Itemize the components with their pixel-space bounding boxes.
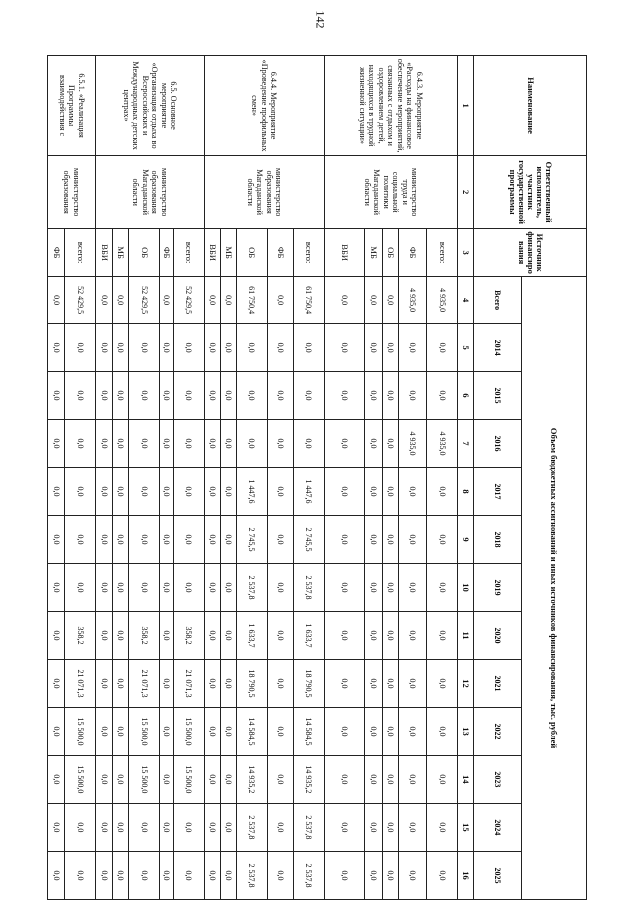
year-amount-cell: 0,0 xyxy=(365,755,382,803)
year-amount-cell: 0,0 xyxy=(129,564,160,612)
year-amount-cell: 0,0 xyxy=(220,420,236,468)
year-amount-cell: 0,0 xyxy=(427,516,458,564)
year-amount-cell: 1 447,6 xyxy=(237,468,268,516)
year-amount-cell: 0,0 xyxy=(267,659,293,707)
year-amount-cell: 0,0 xyxy=(267,516,293,564)
year-amount-cell: 0,0 xyxy=(427,324,458,372)
total-amount-cell: 52 429,5 xyxy=(129,277,160,324)
year-amount-cell: 0,0 xyxy=(267,324,293,372)
year-amount-cell: 358,2 xyxy=(65,611,96,659)
header-year: 2019 xyxy=(474,564,522,612)
year-amount-cell: 0,0 xyxy=(95,707,112,755)
year-amount-cell: 0,0 xyxy=(95,468,112,516)
header-row-1 xyxy=(521,56,586,900)
funding-source: ФБ xyxy=(159,229,173,277)
year-amount-cell: 0,0 xyxy=(267,755,293,803)
column-number: 14 xyxy=(457,755,473,803)
year-amount-cell: 0,0 xyxy=(398,372,426,420)
year-amount-cell: 21 071,3 xyxy=(65,659,96,707)
header-year: 2024 xyxy=(474,803,522,851)
funding-source: ФБ xyxy=(267,229,293,277)
year-amount-cell: 0,0 xyxy=(382,755,398,803)
year-amount-cell: 0,0 xyxy=(220,324,236,372)
year-amount-cell: 0,0 xyxy=(204,803,220,851)
year-amount-cell: 0,0 xyxy=(398,659,426,707)
year-amount-cell: 0,0 xyxy=(65,372,96,420)
year-amount-cell: 0,0 xyxy=(48,372,65,420)
year-amount-cell: 0,0 xyxy=(48,468,65,516)
year-amount-cell: 0,0 xyxy=(113,659,129,707)
year-amount-cell: 0,0 xyxy=(204,851,220,899)
funding-source: ВБИ xyxy=(324,229,365,277)
year-amount-cell: 0,0 xyxy=(159,755,173,803)
header-year: 2015 xyxy=(474,372,522,420)
year-amount-cell: 1 633,7 xyxy=(294,611,325,659)
year-amount-cell: 0,0 xyxy=(129,851,160,899)
header-funding-group: Объем бюджетных ассигнований и иных источников финансирования, тыс. рублей xyxy=(521,277,586,900)
funding-source: всего: xyxy=(427,229,458,277)
year-amount-cell: 0,0 xyxy=(204,564,220,612)
column-number: 2 xyxy=(457,156,473,229)
year-amount-cell: 0,0 xyxy=(427,564,458,612)
year-amount-cell: 0,0 xyxy=(48,324,65,372)
year-amount-cell: 0,0 xyxy=(324,564,365,612)
header-year: 2021 xyxy=(474,659,522,707)
year-amount-cell: 0,0 xyxy=(159,516,173,564)
funding-table xyxy=(47,55,587,900)
year-amount-cell: 0,0 xyxy=(365,803,382,851)
total-amount-cell: 52 429,5 xyxy=(65,277,96,324)
year-amount-cell: 0,0 xyxy=(95,516,112,564)
year-amount-cell: 0,0 xyxy=(174,851,205,899)
year-amount-cell: 0,0 xyxy=(365,468,382,516)
year-amount-cell: 15 500,0 xyxy=(129,707,160,755)
year-amount-cell: 15 500,0 xyxy=(65,755,96,803)
year-amount-cell: 0,0 xyxy=(324,707,365,755)
year-amount-cell: 0,0 xyxy=(398,707,426,755)
year-amount-cell: 0,0 xyxy=(267,468,293,516)
year-amount-cell: 0,0 xyxy=(427,803,458,851)
year-amount-cell: 0,0 xyxy=(294,324,325,372)
year-amount-cell: 0,0 xyxy=(267,851,293,899)
funding-source: ОБ xyxy=(382,229,398,277)
year-amount-cell: 0,0 xyxy=(398,468,426,516)
year-amount-cell: 0,0 xyxy=(324,468,365,516)
year-amount-cell: 0,0 xyxy=(204,324,220,372)
year-amount-cell: 14 584,5 xyxy=(237,707,268,755)
column-number: 15 xyxy=(457,803,473,851)
year-amount-cell: 0,0 xyxy=(324,324,365,372)
header-year: 2014 xyxy=(474,324,522,372)
year-amount-cell: 0,0 xyxy=(204,611,220,659)
year-amount-cell: 2 537,8 xyxy=(237,564,268,612)
year-amount-cell: 0,0 xyxy=(427,659,458,707)
year-amount-cell: 0,0 xyxy=(95,851,112,899)
year-amount-cell: 0,0 xyxy=(174,516,205,564)
year-amount-cell: 0,0 xyxy=(113,755,129,803)
year-amount-cell: 0,0 xyxy=(237,372,268,420)
year-amount-cell: 0,0 xyxy=(398,564,426,612)
year-amount-cell: 0,0 xyxy=(129,372,160,420)
year-amount-cell: 358,2 xyxy=(129,611,160,659)
page-number: 142 xyxy=(313,10,328,29)
year-amount-cell: 0,0 xyxy=(382,516,398,564)
year-amount-cell: 0,0 xyxy=(365,611,382,659)
header-name: Наименование xyxy=(474,56,587,156)
year-amount-cell: 0,0 xyxy=(129,420,160,468)
activity-name: 6.4.3. Мероприятие «Расходы на финансовое обеспечение мероприятий, связанных с отдыхом и оздоровлением детей, находящихся в трудной жизненной ситуации» xyxy=(324,56,457,156)
header-year: 2023 xyxy=(474,755,522,803)
header-year: 2018 xyxy=(474,516,522,564)
year-amount-cell: 0,0 xyxy=(365,372,382,420)
responsible-executor: министерство образования xyxy=(48,156,96,229)
year-amount-cell: 0,0 xyxy=(324,755,365,803)
funding-source: ВБИ xyxy=(95,229,112,277)
year-amount-cell: 0,0 xyxy=(382,707,398,755)
year-amount-cell: 0,0 xyxy=(294,372,325,420)
year-amount-cell: 0,0 xyxy=(324,420,365,468)
year-amount-cell: 15 500,0 xyxy=(174,707,205,755)
year-amount-cell: 0,0 xyxy=(159,851,173,899)
year-amount-cell: 0,0 xyxy=(267,803,293,851)
year-amount-cell: 0,0 xyxy=(324,851,365,899)
funding-source: всего: xyxy=(294,229,325,277)
total-amount-cell: 0,0 xyxy=(95,277,112,324)
year-amount-cell: 0,0 xyxy=(427,707,458,755)
year-amount-cell: 0,0 xyxy=(65,516,96,564)
year-amount-cell: 0,0 xyxy=(267,564,293,612)
year-amount-cell: 0,0 xyxy=(324,516,365,564)
year-amount-cell: 0,0 xyxy=(398,851,426,899)
year-amount-cell: 1 447,6 xyxy=(294,468,325,516)
funding-source: МБ xyxy=(365,229,382,277)
year-amount-cell: 2 745,5 xyxy=(294,516,325,564)
year-amount-cell: 15 500,0 xyxy=(129,755,160,803)
year-amount-cell: 0,0 xyxy=(95,611,112,659)
header-executor: Ответственный исполнитель, участник государственной программы xyxy=(474,156,587,229)
year-amount-cell: 0,0 xyxy=(398,611,426,659)
column-number: 13 xyxy=(457,707,473,755)
year-amount-cell: 0,0 xyxy=(398,516,426,564)
year-amount-cell: 0,0 xyxy=(220,659,236,707)
year-amount-cell: 0,0 xyxy=(427,851,458,899)
year-amount-cell: 0,0 xyxy=(204,755,220,803)
year-amount-cell: 0,0 xyxy=(365,659,382,707)
header-year: 2017 xyxy=(474,468,522,516)
year-amount-cell: 0,0 xyxy=(237,420,268,468)
year-amount-cell: 0,0 xyxy=(129,324,160,372)
year-amount-cell: 0,0 xyxy=(220,611,236,659)
year-amount-cell: 0,0 xyxy=(113,372,129,420)
funding-source: ФБ xyxy=(48,229,65,277)
header-source: Источник финансирования xyxy=(474,229,587,277)
year-amount-cell: 0,0 xyxy=(382,564,398,612)
total-amount-cell: 0,0 xyxy=(267,277,293,324)
funding-source: МБ xyxy=(113,229,129,277)
total-amount-cell: 52 429,5 xyxy=(174,277,205,324)
year-amount-cell: 0,0 xyxy=(220,468,236,516)
year-amount-cell: 4 935,0 xyxy=(427,420,458,468)
year-amount-cell: 0,0 xyxy=(65,851,96,899)
year-amount-cell: 0,0 xyxy=(159,468,173,516)
total-amount-cell: 4 935,0 xyxy=(398,277,426,324)
year-amount-cell: 0,0 xyxy=(382,468,398,516)
year-amount-cell: 21 071,3 xyxy=(174,659,205,707)
activity-name: 6.5. Основное мероприятие «Организация отдыха во Всероссийских и Международных детских центрах» xyxy=(95,56,204,156)
responsible-executor: министерство образования Магаданской области xyxy=(95,156,204,229)
column-numbers-row xyxy=(457,56,473,900)
header-year: 2020 xyxy=(474,611,522,659)
year-amount-cell: 0,0 xyxy=(48,851,65,899)
year-amount-cell: 0,0 xyxy=(398,755,426,803)
total-amount-cell: 0,0 xyxy=(365,277,382,324)
year-amount-cell: 0,0 xyxy=(204,372,220,420)
responsible-executor: министерство труда и социальной политики Магаданской области xyxy=(324,156,457,229)
year-amount-cell: 0,0 xyxy=(294,420,325,468)
year-amount-cell: 0,0 xyxy=(65,468,96,516)
header-year: 2022 xyxy=(474,707,522,755)
year-amount-cell: 0,0 xyxy=(159,611,173,659)
year-amount-cell: 4 935,0 xyxy=(398,420,426,468)
year-amount-cell: 0,0 xyxy=(204,468,220,516)
funding-source: МБ xyxy=(220,229,236,277)
total-amount-cell: 0,0 xyxy=(220,277,236,324)
table-row xyxy=(294,56,325,900)
year-amount-cell: 0,0 xyxy=(267,372,293,420)
total-amount-cell: 0,0 xyxy=(48,277,65,324)
year-amount-cell: 0,0 xyxy=(382,851,398,899)
year-amount-cell: 0,0 xyxy=(95,564,112,612)
year-amount-cell: 2 537,8 xyxy=(237,851,268,899)
year-amount-cell: 0,0 xyxy=(365,516,382,564)
column-number: 7 xyxy=(457,420,473,468)
year-amount-cell: 0,0 xyxy=(204,707,220,755)
year-amount-cell: 0,0 xyxy=(382,659,398,707)
table-row xyxy=(174,56,205,900)
year-amount-cell: 0,0 xyxy=(113,468,129,516)
year-amount-cell: 0,0 xyxy=(427,611,458,659)
year-amount-cell: 0,0 xyxy=(48,564,65,612)
column-number: 3 xyxy=(457,229,473,277)
funding-source: ОБ xyxy=(237,229,268,277)
funding-source: всего: xyxy=(174,229,205,277)
year-amount-cell: 15 500,0 xyxy=(65,707,96,755)
table-row xyxy=(427,56,458,900)
year-amount-cell: 0,0 xyxy=(324,659,365,707)
year-amount-cell: 0,0 xyxy=(365,324,382,372)
year-amount-cell: 0,0 xyxy=(159,803,173,851)
year-amount-cell: 0,0 xyxy=(113,516,129,564)
year-amount-cell: 0,0 xyxy=(113,851,129,899)
year-amount-cell: 0,0 xyxy=(398,803,426,851)
year-amount-cell: 0,0 xyxy=(48,803,65,851)
year-amount-cell: 0,0 xyxy=(382,611,398,659)
year-amount-cell: 0,0 xyxy=(95,324,112,372)
year-amount-cell: 0,0 xyxy=(95,755,112,803)
year-amount-cell: 2 537,8 xyxy=(294,564,325,612)
year-amount-cell: 0,0 xyxy=(113,324,129,372)
year-amount-cell: 0,0 xyxy=(159,372,173,420)
year-amount-cell: 2 537,8 xyxy=(237,803,268,851)
year-amount-cell: 14 935,2 xyxy=(294,755,325,803)
year-amount-cell: 0,0 xyxy=(220,564,236,612)
year-amount-cell: 0,0 xyxy=(220,851,236,899)
year-amount-cell: 0,0 xyxy=(113,803,129,851)
year-amount-cell: 0,0 xyxy=(382,803,398,851)
responsible-executor: министерство образования Магаданской области xyxy=(204,156,324,229)
year-amount-cell: 18 790,5 xyxy=(237,659,268,707)
year-amount-cell: 0,0 xyxy=(65,564,96,612)
year-amount-cell: 0,0 xyxy=(220,755,236,803)
year-amount-cell: 0,0 xyxy=(365,564,382,612)
year-amount-cell: 0,0 xyxy=(129,516,160,564)
year-amount-cell: 0,0 xyxy=(220,516,236,564)
funding-table-sheet xyxy=(47,55,587,900)
year-amount-cell: 0,0 xyxy=(382,324,398,372)
year-amount-cell: 0,0 xyxy=(129,803,160,851)
year-amount-cell: 0,0 xyxy=(159,324,173,372)
funding-source: ФБ xyxy=(398,229,426,277)
year-amount-cell: 2 537,8 xyxy=(294,803,325,851)
header-year: 2016 xyxy=(474,420,522,468)
year-amount-cell: 0,0 xyxy=(174,420,205,468)
year-amount-cell: 0,0 xyxy=(159,420,173,468)
year-amount-cell: 0,0 xyxy=(324,611,365,659)
year-amount-cell: 0,0 xyxy=(113,707,129,755)
year-amount-cell: 18 790,5 xyxy=(294,659,325,707)
total-amount-cell: 0,0 xyxy=(113,277,129,324)
year-amount-cell: 0,0 xyxy=(48,611,65,659)
year-amount-cell: 0,0 xyxy=(365,707,382,755)
year-amount-cell: 15 500,0 xyxy=(174,755,205,803)
year-amount-cell: 0,0 xyxy=(48,516,65,564)
year-amount-cell: 0,0 xyxy=(220,372,236,420)
total-amount-cell: 0,0 xyxy=(204,277,220,324)
year-amount-cell: 0,0 xyxy=(267,707,293,755)
header-year: 2025 xyxy=(474,851,522,899)
funding-source: всего: xyxy=(65,229,96,277)
year-amount-cell: 0,0 xyxy=(174,468,205,516)
total-amount-cell: 61 750,4 xyxy=(237,277,268,324)
column-number: 11 xyxy=(457,611,473,659)
column-number: 6 xyxy=(457,372,473,420)
year-amount-cell: 21 071,3 xyxy=(129,659,160,707)
column-number: 4 xyxy=(457,277,473,324)
year-amount-cell: 2 537,8 xyxy=(294,851,325,899)
table-row xyxy=(65,56,96,900)
year-amount-cell: 0,0 xyxy=(65,324,96,372)
year-amount-cell: 0,0 xyxy=(159,564,173,612)
column-number: 1 xyxy=(457,56,473,156)
column-number: 8 xyxy=(457,468,473,516)
year-amount-cell: 0,0 xyxy=(365,851,382,899)
year-amount-cell: 0,0 xyxy=(220,707,236,755)
column-number: 16 xyxy=(457,851,473,899)
year-amount-cell: 2 745,5 xyxy=(237,516,268,564)
year-amount-cell: 0,0 xyxy=(48,755,65,803)
year-amount-cell: 0,0 xyxy=(113,564,129,612)
year-amount-cell: 0,0 xyxy=(65,420,96,468)
year-amount-cell: 0,0 xyxy=(324,803,365,851)
year-amount-cell: 0,0 xyxy=(267,420,293,468)
year-amount-cell: 0,0 xyxy=(174,564,205,612)
activity-name: 6.4.4. Мероприятие «Проведение профильных смен» xyxy=(204,56,324,156)
total-amount-cell: 61 750,4 xyxy=(294,277,325,324)
year-amount-cell: 0,0 xyxy=(220,803,236,851)
column-number: 12 xyxy=(457,659,473,707)
year-amount-cell: 0,0 xyxy=(204,516,220,564)
total-amount-cell: 0,0 xyxy=(382,277,398,324)
year-amount-cell: 358,2 xyxy=(174,611,205,659)
header-total: Всего xyxy=(474,277,522,324)
year-amount-cell: 0,0 xyxy=(95,659,112,707)
year-amount-cell: 0,0 xyxy=(398,324,426,372)
column-number: 10 xyxy=(457,564,473,612)
activity-name: 6.5.1. «Реализация Программы взаимодействия с xyxy=(48,56,96,156)
year-amount-cell: 0,0 xyxy=(382,420,398,468)
year-amount-cell: 0,0 xyxy=(427,755,458,803)
year-amount-cell: 0,0 xyxy=(95,372,112,420)
year-amount-cell: 0,0 xyxy=(129,468,160,516)
year-amount-cell: 0,0 xyxy=(174,803,205,851)
funding-source: ОБ xyxy=(129,229,160,277)
year-amount-cell: 0,0 xyxy=(324,372,365,420)
year-amount-cell: 0,0 xyxy=(48,707,65,755)
year-amount-cell: 0,0 xyxy=(113,420,129,468)
year-amount-cell: 14 935,2 xyxy=(237,755,268,803)
year-amount-cell: 0,0 xyxy=(237,324,268,372)
total-amount-cell: 0,0 xyxy=(324,277,365,324)
funding-source: ВБИ xyxy=(204,229,220,277)
year-amount-cell: 0,0 xyxy=(365,420,382,468)
year-amount-cell: 0,0 xyxy=(159,659,173,707)
year-amount-cell: 0,0 xyxy=(174,324,205,372)
year-amount-cell: 0,0 xyxy=(204,659,220,707)
year-amount-cell: 0,0 xyxy=(48,420,65,468)
column-number: 9 xyxy=(457,516,473,564)
column-number: 5 xyxy=(457,324,473,372)
year-amount-cell: 0,0 xyxy=(382,372,398,420)
table-body xyxy=(48,56,458,900)
year-amount-cell: 0,0 xyxy=(48,659,65,707)
year-amount-cell: 0,0 xyxy=(204,420,220,468)
year-amount-cell: 14 584,5 xyxy=(294,707,325,755)
year-amount-cell: 0,0 xyxy=(113,611,129,659)
year-amount-cell: 1 633,7 xyxy=(237,611,268,659)
year-amount-cell: 0,0 xyxy=(95,803,112,851)
total-amount-cell: 0,0 xyxy=(159,277,173,324)
total-amount-cell: 4 935,0 xyxy=(427,277,458,324)
year-amount-cell: 0,0 xyxy=(95,420,112,468)
year-amount-cell: 0,0 xyxy=(65,803,96,851)
year-amount-cell: 0,0 xyxy=(427,468,458,516)
year-amount-cell: 0,0 xyxy=(267,611,293,659)
year-amount-cell: 0,0 xyxy=(174,372,205,420)
year-amount-cell: 0,0 xyxy=(427,372,458,420)
year-amount-cell: 0,0 xyxy=(159,707,173,755)
